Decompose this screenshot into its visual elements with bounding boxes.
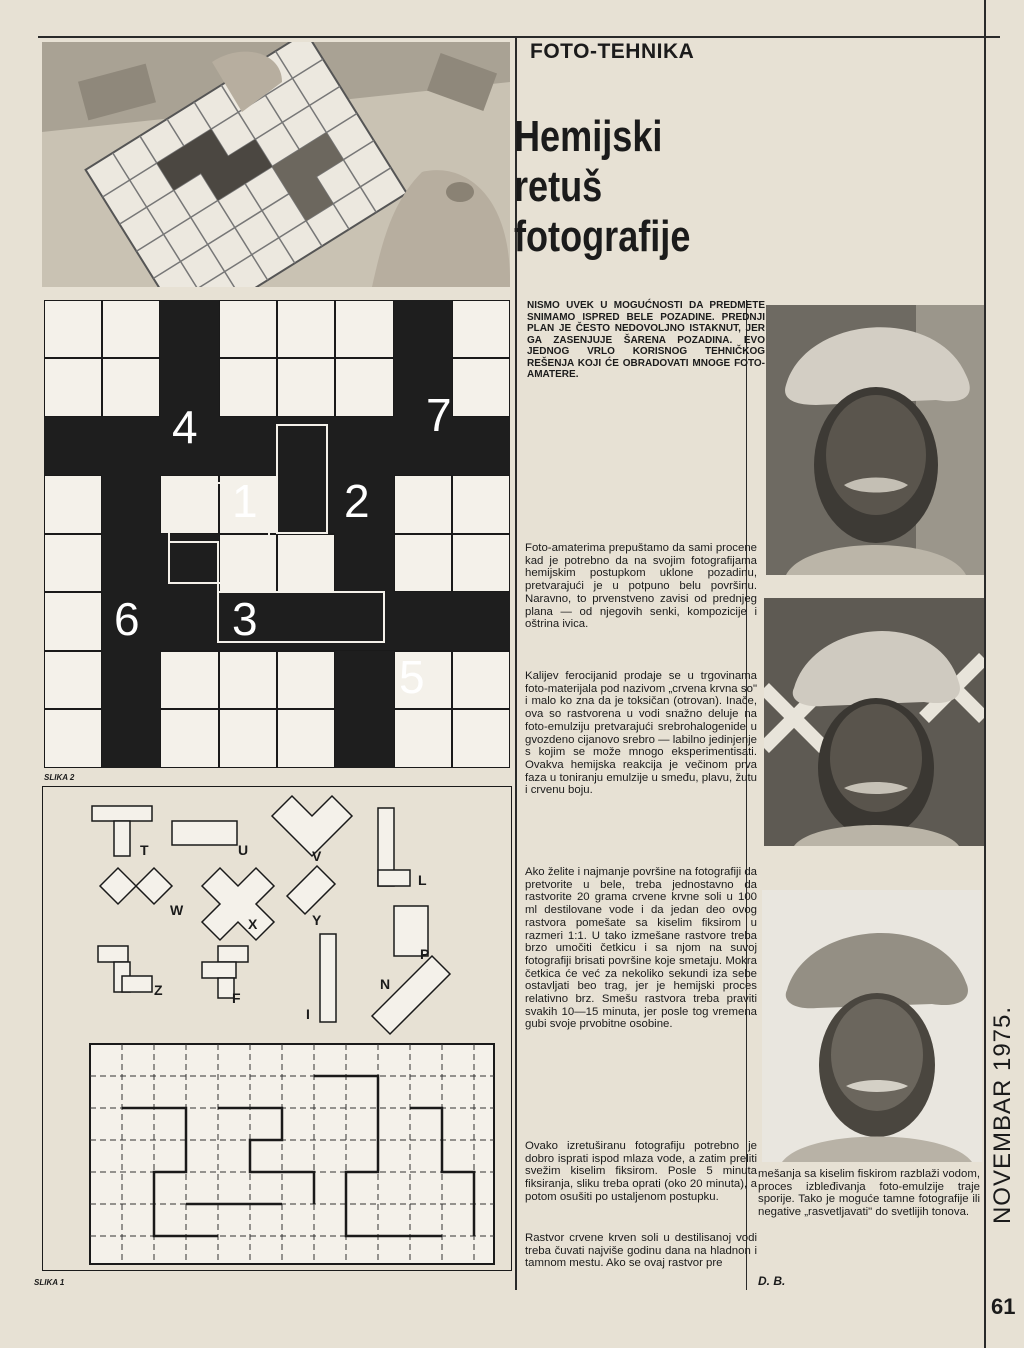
pentomino-label-y: Y [312,912,322,928]
pentomino-label-l: L [418,872,427,888]
body-paragraph-5: Rastvor crvene krven soli u destilisanoj vodi treba čuvati najviše godinu dana na hladnon i tamnom mestu. Ako se ovaj rastvor pre [525,1232,757,1270]
body-paragraph-4: Ovako izretuširanu fotografiju potrebno je dobro isprati ispod mlaza vode, a zatim preliti svežim kiselim fiksirom. Posle 5 minuta fiksiranja, sliku treba oprati (oko 20 minuta), a potom osušiti po ustaljenom postupku. [525,1140,757,1203]
pentomino-label-w: W [170,902,184,918]
pentomino-panel [42,786,512,1271]
pentomino-label-f: F [232,990,241,1006]
body-paragraph-1: Foto-amaterima prepuštamo da sami procene kad je potrebno da na svojim fotografijama hemijskim postupkom uklone pozadinu, pretvarajući je u potpuno belu površinu. Naravno, to prvenstveno zavisi od prednjeg plana — od njegovih senki, kompozicije i oštrina ivica. [525,542,757,631]
board-number-6: 6 [114,593,140,645]
pentomino-label-u: U [238,842,249,858]
figure-1-caption: SLIKA 1 [34,1278,65,1287]
figure-2-caption: SLIKA 2 [44,773,75,782]
board-number-7: 7 [426,389,452,441]
title-line-3: fotografije [514,212,691,261]
top-border [38,36,1000,38]
pentomino-label-z: Z [154,982,163,998]
pentomino-label-v: V [312,848,322,864]
pentomino-label-n: N [380,976,391,992]
board-number-5: 5 [399,651,425,703]
side-paragraph: mešanja sa kiselim fiskirom razblaži vodom, proces izbleđivanja foto-emulzije traje sporije. Tako je moguće tamne fotografije ili negative „rasvetljavati" do svetlijih tonova. [758,1168,980,1219]
board-number-3: 3 [232,593,258,645]
author-signature: D. B. [758,1274,786,1288]
section-label: FOTO-TEHNIKA [530,40,695,63]
title-line-2: retuš [514,162,603,211]
body-paragraph-2: Kalijev ferocijanid prodaje se u trgovinama foto-materijala pod nazivom „crvena krvna so" i malo ko zna da je toksičan (otrovan). Inače, ova so rastvorena u vodi snažno deluje na foto-emulziju pretvarajući srebrohalogenide u gvozdeno cijanovo srebro — labilno jedinjenje s kojim se može mnogo eksperimentisati. Ovakva hemijska reakcija je večinom prva faza u toniranju emulzije u smeđu, plavu, žutu i crvenu boju. [525,670,757,797]
portrait-photo-1 [766,305,984,575]
right-page-edge [984,0,986,1348]
board-number-1: 1 [232,475,258,527]
lead-paragraph: NISMO UVEK U MOGUĆNOSTI DA PREDMETE SNIMAMO ISPRED BELE POZADINE. PREDNJI PLAN JE ČESTO NEDOVOLJNO ISTAKNUT, JER GA ZASENJUJE ŠARENA POZADINA. EVO JEDNOG VRLO KORISNOG TEHNIČKOG REŠENJA KOJI ĆE OBRADOVATI MNOGE FOTO-AMATERE. [527,300,765,380]
board-number-2: 2 [344,475,370,527]
pentomino-label-p: P [420,946,430,962]
pentomino-label-x: X [248,916,258,932]
puzzle-photo [42,42,510,287]
body-paragraph-3: Ako želite i najmanje površine na fotografiji da pretvorite u bele, treba jednostavno da rastvorite 20 grama crvene krvne soli u 100 ml destilovane vode i da jedan deo ovog rastvora pomešate sa kiselim fiksirom u razmeri 1:1. U tako izmešane rastvore treba brzo umočiti četkicu i sa njom na suvoj fotografiji brisati površine koje smetaju. Mokra četkica će već za nekoliko sekundi iza sebe ostavljati beo trag, jer je hemijski proces relativno brz. Smešu rastvora treba praviti svakih 10—15 minuta, jer posle tog vremena gubi svoje prvobitne osobine. [525,866,757,1031]
page-number: 61 [991,1294,1016,1319]
portrait-photo-2 [764,598,984,846]
portrait-photo-3 [762,890,982,1162]
issue-date: NOVEMBAR 1975. [989,1005,1016,1225]
pentomino-label-i: I [306,1006,310,1022]
pentomino-label-t: T [140,842,149,858]
puzzle-board [44,300,510,768]
board-number-4: 4 [172,401,198,453]
title-line-1: Hemijski [514,112,663,161]
